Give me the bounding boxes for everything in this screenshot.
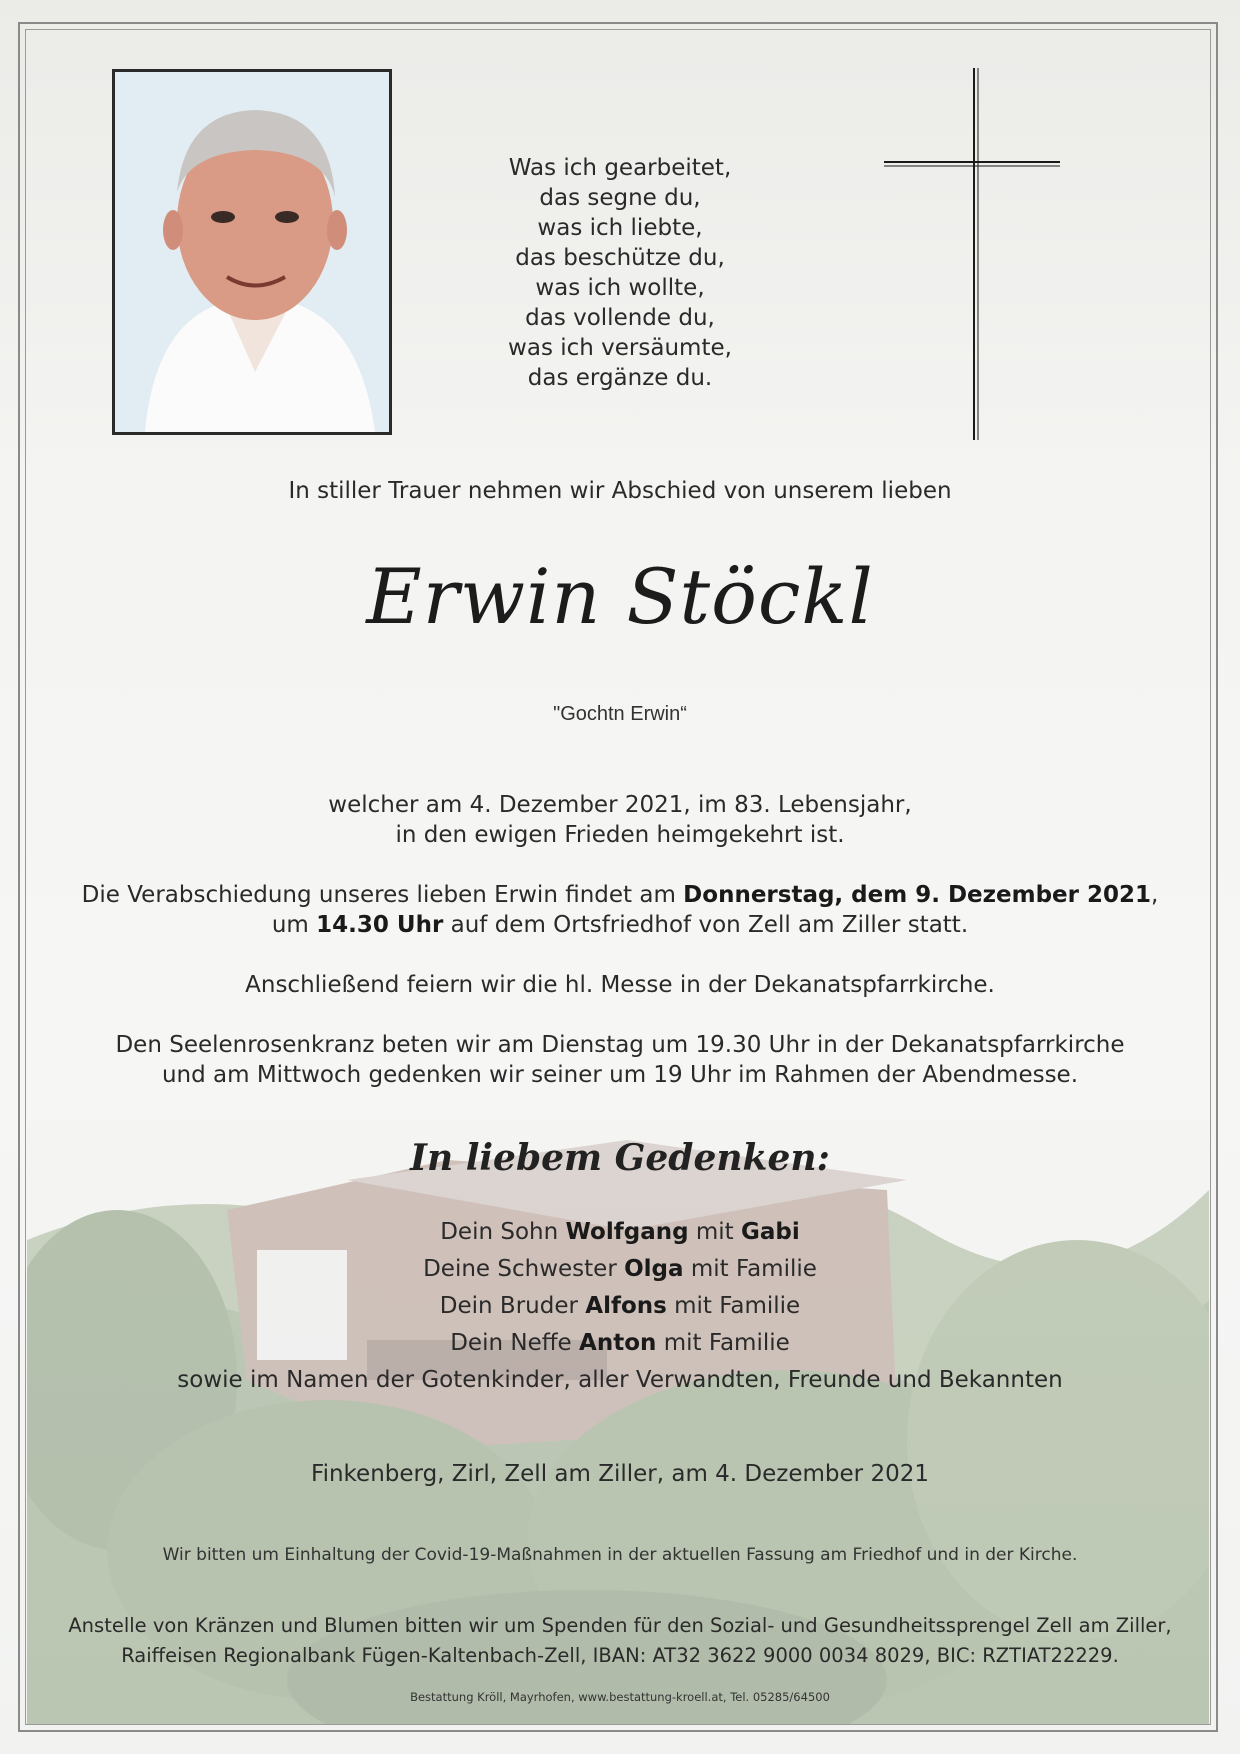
rosary-line: und am Mittwoch gedenken wir seiner um 19 Uhr im Rahmen der Abendmesse. <box>161 1062 1079 1088</box>
poem <box>440 153 800 393</box>
mourner-line <box>40 1325 1200 1362</box>
announcement-line: welcher am 4. Dezember 2021, im 83. Lebensjahr, <box>328 792 912 818</box>
announcement-line: in den ewigen Frieden heimgekehrt ist. <box>395 822 845 848</box>
deceased-name: Erwin Stöckl <box>366 552 874 641</box>
mourner-relation: Dein Bruder <box>439 1293 586 1319</box>
mourner-relation: Dein Sohn <box>440 1219 566 1245</box>
intro-text: In stiller Trauer nehmen wir Abschied von unserem lieben <box>288 478 952 504</box>
poem-line: was ich wollte, <box>535 275 705 301</box>
farewell-um: um <box>271 912 317 938</box>
farewell-date: Donnerstag, dem 9. Dezember 2021 <box>683 882 1152 908</box>
mourner-connector: mit <box>688 1219 742 1245</box>
farewell-details <box>40 880 1200 940</box>
mourner-name: Wolfgang <box>565 1219 689 1245</box>
mourner-suffix: mit Familie <box>656 1330 790 1356</box>
poem-line: was ich versäumte, <box>508 335 732 361</box>
memory-heading: In liebem Gedenken: <box>410 1137 830 1179</box>
funeral-home-footer: Bestattung Kröll, Mayrhofen, www.bestattung-kroell.at, Tel. 05285/64500 <box>410 1690 830 1704</box>
place-and-date: Finkenberg, Zirl, Zell am Ziller, am 4. Dezember 2021 <box>311 1461 929 1487</box>
farewell-comma: , <box>1151 882 1159 908</box>
mourner-suffix: mit Familie <box>666 1293 801 1319</box>
poem-line: Was ich gearbeitet, <box>508 155 732 181</box>
donation-line: Raiffeisen Regionalbank Fügen-Kaltenbach-Zell, IBAN: AT32 3622 9000 0034 8029, BIC: RZTIAT22229. <box>121 1644 1119 1667</box>
mourner-line <box>40 1288 1200 1325</box>
rosary-line: Den Seelenrosenkranz beten wir am Dienstag um 19.30 Uhr in der Dekanatspfarrkirche <box>115 1032 1125 1058</box>
mourner-relation: Dein Neffe <box>450 1330 580 1356</box>
poem-line: das segne du, <box>539 185 701 211</box>
farewell-suffix: auf dem Ortsfriedhof von Zell am Ziller statt. <box>443 912 969 938</box>
mourner-relation: Deine Schwester <box>423 1256 625 1282</box>
deceased-nickname: "Gochtn Erwin“ <box>553 703 687 725</box>
poem-line: das vollende du, <box>525 305 715 331</box>
donation-info <box>40 1611 1200 1671</box>
portrait-illustration <box>115 72 389 432</box>
farewell-line-1 <box>40 880 1200 910</box>
portrait-photo <box>112 69 392 435</box>
covid-notice: Wir bitten um Einhaltung der Covid-19-Maßnahmen in der aktuellen Fassung am Friedhof und in der Kirche. <box>162 1545 1078 1565</box>
mourner-name: Alfons <box>585 1293 667 1319</box>
mourner-line <box>40 1214 1200 1251</box>
farewell-prefix: Die Verabschiedung unseres lieben Erwin findet am <box>81 882 684 908</box>
poem-line: das ergänze du. <box>527 365 713 391</box>
mourner-name: Anton <box>579 1330 657 1356</box>
mourner-partner-name: Gabi <box>741 1219 800 1245</box>
mourner-name: Olga <box>624 1256 684 1282</box>
mass-info: Anschließend feiern wir die hl. Messe in der Dekanatspfarrkirche. <box>245 972 995 998</box>
farewell-line-2 <box>40 910 1200 940</box>
mourner-suffix: mit Familie <box>683 1256 817 1282</box>
donation-line: Anstelle von Kränzen und Blumen bitten wir um Spenden für den Sozial- und Gesundheitssprengel Zell am Ziller, <box>68 1614 1172 1637</box>
poem-line: das beschütze du, <box>515 245 725 271</box>
poem-line: was ich liebte, <box>537 215 703 241</box>
cross-icon <box>884 68 1060 440</box>
rosary-info <box>40 1030 1200 1090</box>
mourner-line <box>40 1251 1200 1288</box>
mourners-closing: sowie im Namen der Gotenkinder, aller Verwandten, Freunde und Bekannten <box>177 1367 1063 1393</box>
death-announcement <box>40 790 1200 850</box>
mourners-list <box>40 1214 1200 1399</box>
farewell-time: 14.30 Uhr <box>316 912 444 938</box>
